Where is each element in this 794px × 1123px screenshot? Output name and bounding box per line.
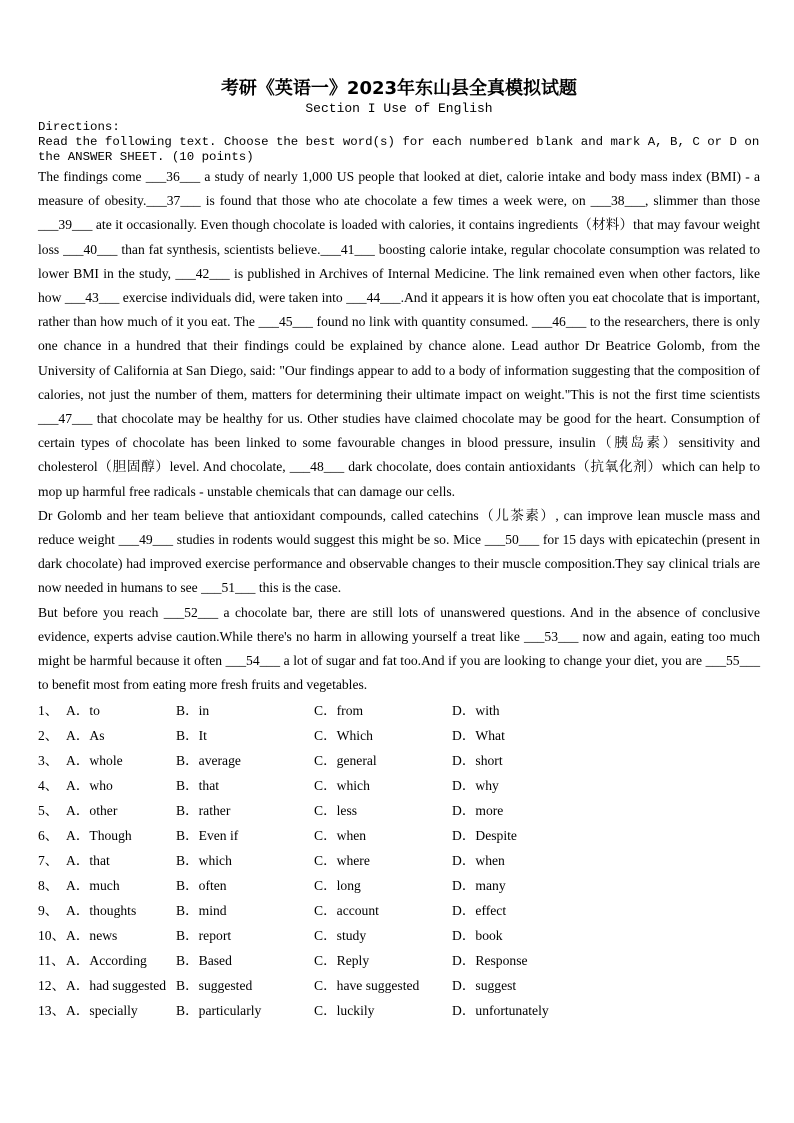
option-c[interactable]: C．general [314,753,377,769]
option-b[interactable]: B．average [176,753,241,769]
option-a[interactable]: A．specially [66,1003,138,1019]
question-row [38,723,760,748]
option-b[interactable]: B．Based [176,953,232,969]
option-d[interactable]: D．unfortunately [452,1003,549,1019]
option-b[interactable]: B．particularly [176,1003,262,1019]
option-d[interactable]: D．Response [452,953,528,969]
option-b[interactable]: B．report [176,928,232,944]
question-number: 7、 [38,853,59,869]
option-b[interactable]: B．It [176,728,207,744]
option-a[interactable]: A．other [66,803,118,819]
exam-page [38,78,767,1023]
directions-label: Directions: [38,120,120,134]
section-subtitle: Section I Use of English [305,101,493,116]
question-number: 8、 [38,878,59,894]
question-number: 9、 [38,903,59,919]
option-d[interactable]: D．more [452,803,504,819]
option-a[interactable]: A．Though [66,828,132,844]
question-row [38,823,760,848]
directions-text: Read the following text. Choose the best word(s) for each numbered blank and mark A, B, C or D on the ANSWER SHEET. (10 points) [38,135,767,164]
page-title: 考研《英语一》2023年东山县全真模拟试题 [220,78,578,99]
question-row [38,998,760,1023]
option-c[interactable]: C．luckily [314,1003,375,1019]
question-number: 12、 [38,978,66,994]
option-c[interactable]: C．from [314,703,364,719]
option-a[interactable]: A．whole [66,753,123,769]
option-b[interactable]: B．rather [176,803,231,819]
option-c[interactable]: C．Which [314,728,373,744]
option-c[interactable]: C．account [314,903,379,919]
option-a[interactable]: A．As [66,728,105,744]
question-row [38,798,760,823]
question-number: 10、 [38,928,66,944]
option-d[interactable]: D．many [452,878,506,894]
question-row [38,898,760,923]
question-list [38,698,760,1023]
option-b[interactable]: B．often [176,878,227,894]
question-number: 4、 [38,778,59,794]
option-b[interactable]: B．in [176,703,210,719]
option-c[interactable]: C．less [314,803,358,819]
option-d[interactable]: D．What [452,728,505,744]
option-b[interactable]: B．that [176,778,220,794]
option-a[interactable]: A．According [66,953,147,969]
question-row [38,948,760,973]
question-number: 2、 [38,728,59,744]
option-a[interactable]: A．who [66,778,113,794]
option-d[interactable]: D．why [452,778,499,794]
passage-paragraph: The findings come ___36___ a study of nearly 1,000 US people that looked at diet, calorie intake and body mass index (BMI) - a measure of obesity.___37___ is found that those who ate chocolate a few times a week were, on ___38___, slimmer than those ___39___ ate it occasionally. Even though chocolate is loaded with calories, it contains ingredients（材料）that may favour weight loss ___40___ than fat synthesis, scientists believe.___41___ boosting calorie intake, regular chocolate consumption was related to lower BMI in the study, ___42___ is published in Archives of Internal Medicine. The link remained even when other factors, like how ___43___ exercise individuals did, were taken into ___44___.And it appears it is how often you eat chocolate that is important, rather than how much of it you eat. The ___45___ found no link with quantity consumed. ___46___ to the researchers, there is only one chance in a hundred that their findings could be explained by chance alone. Lead author Dr Beatrice Golomb, from the University of California at San Diego, said: "Our findings appear to add to a body of information suggesting that the composition of calories, not just the number of them, matters for determining their ultimate impact on weight."This is not the first time scientists ___47___ that chocolate may be healthy for us. Other studies have claimed chocolate may be good for the heart. Consumption of certain types of chocolate has been linked to some favourable changes in blood pressure, insulin（胰岛素）sensitivity and cholesterol（胆固醇）level. And chocolate, ___48___ dark chocolate, does contain antioxidants（抗氧化剂）which can help to mop up harmful free radicals - unstable chemicals that can damage our cells. [38,169,760,499]
option-a[interactable]: A．much [66,878,120,894]
option-d[interactable]: D．Despite [452,828,517,844]
option-c[interactable]: C．have suggested [314,978,420,994]
question-number: 13、 [38,1003,66,1019]
option-b[interactable]: B．which [176,853,232,869]
option-b[interactable]: B．Even if [176,828,239,844]
option-a[interactable]: A．news [66,928,118,944]
question-row [38,773,760,798]
option-a[interactable]: A．to [66,703,100,719]
option-d[interactable]: D．with [452,703,500,719]
question-row [38,923,760,948]
question-row [38,973,760,998]
option-c[interactable]: C．when [314,828,367,844]
question-number: 1、 [38,703,59,719]
option-d[interactable]: D．short [452,753,503,769]
option-c[interactable]: C．which [314,778,370,794]
option-a[interactable]: A．thoughts [66,903,137,919]
option-b[interactable]: B．mind [176,903,227,919]
option-d[interactable]: D．book [452,928,503,944]
option-c[interactable]: C．study [314,928,367,944]
option-d[interactable]: D．suggest [452,978,517,994]
option-c[interactable]: C．long [314,878,361,894]
option-c[interactable]: C．Reply [314,953,370,969]
reading-passage [38,165,760,697]
question-number: 11、 [38,953,65,969]
question-row [38,748,760,773]
passage-paragraph: Dr Golomb and her team believe that antioxidant compounds, called catechins（儿茶素）, can improve lean muscle mass and reduce weight ___49___ studies in rodents would suggest this might be so. Mice ___50___ for 15 days with epicatechin (present in dark chocolate) had improved exercise performance and observable changes to their muscle composition.They say clinical trials are now needed in humans to see ___51___ this is the case. [38,507,760,596]
question-row [38,848,760,873]
option-a[interactable]: A．that [66,853,110,869]
question-number: 5、 [38,803,59,819]
question-number: 6、 [38,828,59,844]
option-d[interactable]: D．effect [452,903,507,919]
question-row [38,873,760,898]
option-a[interactable]: A．had suggested [66,978,167,994]
passage-paragraph: But before you reach ___52___ a chocolate bar, there are still lots of unanswered questions. And in the absence of conclusive evidence, experts advise caution.While there's no harm in allowing yourself a treat like ___53___ now and again, eating too much might be harmful because it often ___54___ a lot of sugar and fat too.And if you are looking to change your diet, you are ___55___ to benefit most from eating more fresh fruits and vegetables. [38,604,760,693]
question-number: 3、 [38,753,59,769]
option-d[interactable]: D．when [452,853,505,869]
question-row [38,698,760,723]
option-b[interactable]: B．suggested [176,978,253,994]
option-c[interactable]: C．where [314,853,370,869]
